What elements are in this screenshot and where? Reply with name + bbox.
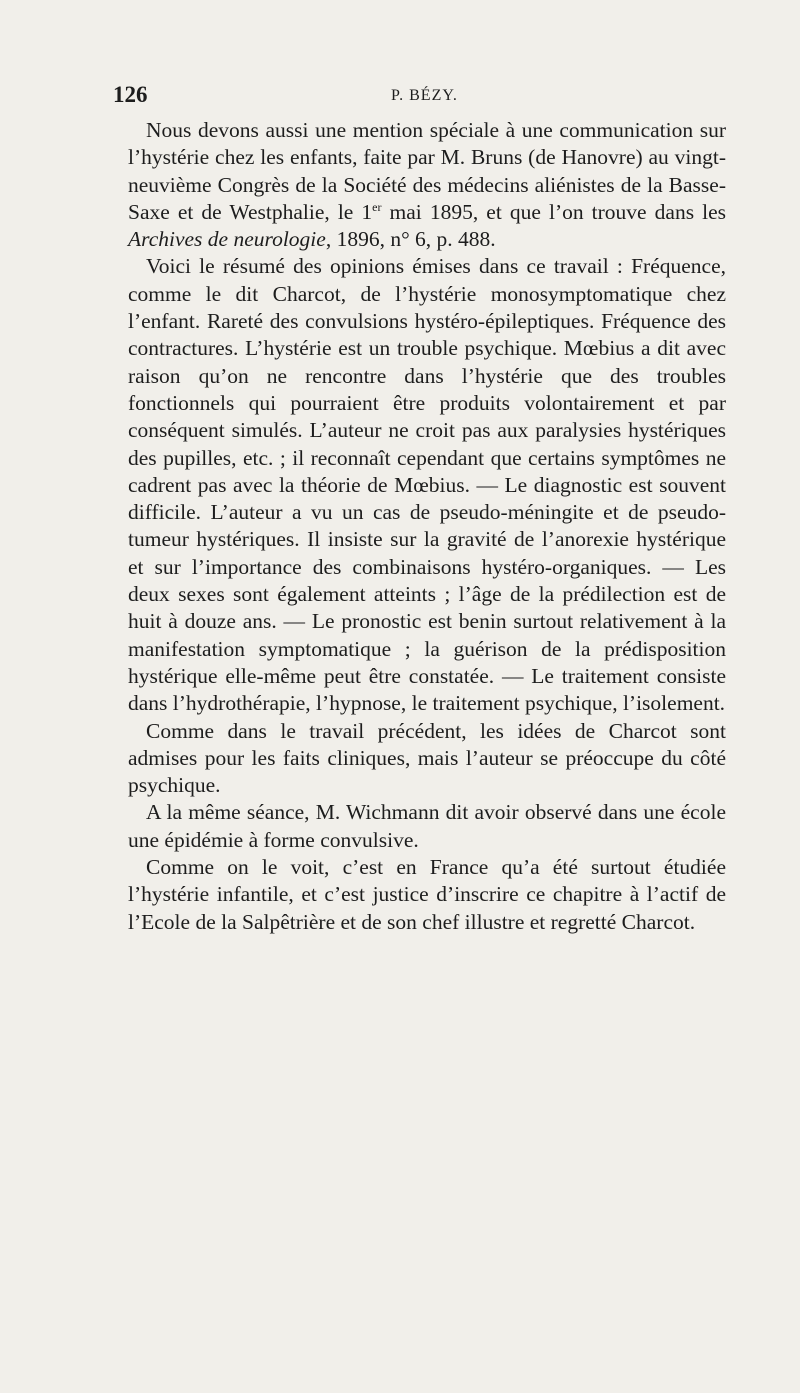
paragraph: Comme on le voit, c’est en France qu’a été surtout étudiée l’hystérie infantile, et c’est justice d’inscrire ce chapitre à l’actif de l’Ecole de la Salpêtrière et de son chef illustre et regretté Charcot. (128, 855, 726, 934)
paragraph (128, 117, 726, 253)
paragraph: Voici le résumé des opinions émises dans ce travail : Fréquence, comme le dit Charcot, de l’hystérie monosymptomatique chez l’enfant. Rareté des convulsions hystéro-épileptiques. Fréquence des contractures. L’hystérie est un trouble psychique. Mœbius a dit avec raison qu’on ne rencontre dans l’hystérie que des troubles fonctionnels qui pourraient être produits volontairement et par conséquent simulés. L’auteur ne croit pas aux paralysies hystériques des pupilles, etc. ; il reconnaît cependant que certains symptômes ne cadrent pas avec la théorie de Mœbius. — Le diagnostic est souvent difficile. L’auteur a vu un cas de pseudo-méningite et de pseudo-tumeur hystériques. Il insiste sur la gravité de l’anorexie hystérique et sur l’importance des combinaisons hystéro-organiques. — Les deux sexes sont également atteints ; l’âge de la prédilection est de huit à douze ans. — Le pronostic est benin surtout relativement à la manifestation symptomatique ; la guérison de la prédisposition hystérique elle-même peut être constatée. — Le traitement consiste dans l’hydrothérapie, l’hypnose, le traitement psychique, l’isolement. (128, 254, 726, 716)
paragraph: Comme dans le travail précédent, les idées de Charcot sont admises pour les faits cliniques, mais l’auteur se préoccupe du côté psychique. (128, 718, 726, 798)
paragraph-text: mai 1895, et que l’on trouve dans les (381, 199, 726, 224)
body-text (128, 117, 726, 936)
running-head: P. BÉZY. (391, 87, 458, 104)
paragraph-text: , 1896, n° 6, p. 488. (325, 227, 496, 252)
journal-title: Archives de neurologie (128, 227, 326, 252)
paragraph: A la même séance, M. Wichmann dit avoir observé dans une école une épidémie à forme convulsive. (128, 800, 726, 852)
page-number: 126 (113, 82, 148, 107)
page-header (113, 82, 723, 112)
paragraph-text: Nous devons aussi une mention spéciale à une communication sur l’hystérie chez les enfants, faite par M. Bruns (de Hanovre) au vingt-neuvième Congrès de la Société des médecins aliénistes de la Basse-Saxe et de Westphalie, le 1 (128, 118, 726, 224)
superscript: er (372, 199, 382, 214)
